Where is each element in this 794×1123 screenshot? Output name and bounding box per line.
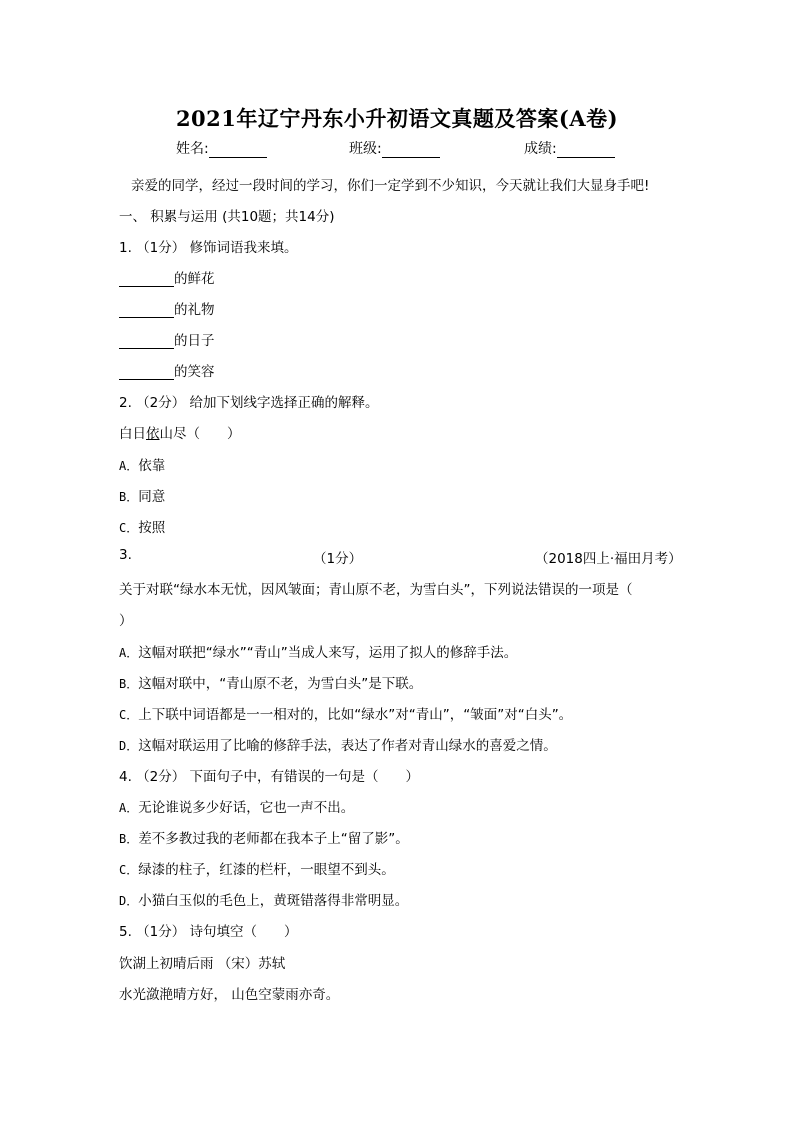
- question-2-option-b: [119, 485, 165, 505]
- option-letter: C．: [119, 863, 139, 877]
- option-letter: C．: [119, 521, 139, 535]
- option-letter: D．: [119, 894, 139, 908]
- question-3-option-d: [119, 734, 557, 754]
- option-text: 同意: [138, 489, 166, 505]
- fill-blank: [119, 272, 174, 287]
- name-blank: [209, 143, 267, 158]
- fill-blank: [119, 334, 174, 349]
- question-4-header: 4. （2分） 下面句子中，有错误的一句是（ ）: [119, 769, 420, 785]
- poem-title: 饮湖上初晴后雨 （宋）苏轼: [119, 956, 286, 972]
- option-text: 这幅对联把“绿水”“青山”当成人来写，运用了拟人的修辞手法。: [138, 645, 518, 661]
- stem-text: 白日: [119, 426, 146, 442]
- blank-suffix: 的鲜花: [174, 271, 215, 287]
- score-field: [524, 138, 615, 158]
- class-blank: [382, 143, 440, 158]
- blank-suffix: 的日子: [174, 333, 215, 349]
- document-title: 2021年辽宁丹东小升初语文真题及答案(A卷): [175, 106, 619, 131]
- question-1-header: 1. （1分） 修饰词语我来填。: [119, 240, 298, 256]
- name-field: [176, 138, 267, 158]
- option-letter: D．: [119, 739, 139, 753]
- option-letter: B．: [119, 677, 139, 691]
- option-letter: A．: [119, 646, 139, 660]
- option-letter: A．: [119, 801, 139, 815]
- question-3-option-c: [119, 703, 572, 723]
- question-2-option-c: [119, 516, 165, 536]
- option-text: 无论谁说多少好话，它也一声不出。: [138, 800, 355, 816]
- question-4-option-c: [119, 858, 395, 878]
- question-2-header: 2. （2分） 给加下划线字选择正确的解释。: [119, 395, 379, 411]
- score-blank: [557, 143, 615, 158]
- option-letter: B．: [119, 490, 139, 504]
- question-2-option-a: [119, 454, 165, 474]
- fill-blank: [119, 303, 174, 318]
- option-text: 这幅对联中，“青山原不老，为雪白头”是下联。: [138, 676, 423, 692]
- question-3-stem-cont: ）: [119, 613, 133, 629]
- intro-text: 亲爱的同学，经过一段时间的学习，你们一定学到不少知识，今天就让我们大显身手吧!: [131, 178, 650, 194]
- option-letter: A．: [119, 459, 139, 473]
- question-3-source: （2018四上·福田月考）: [535, 551, 682, 567]
- question-2-stem: [119, 422, 241, 442]
- option-text: 上下联中词语都是一一相对的，比如“绿水”对“青山”，“皱面”对“白头”。: [138, 707, 573, 723]
- question-4-option-a: [119, 796, 354, 816]
- underlined-char: 依: [146, 426, 160, 442]
- fill-blank: [119, 365, 174, 380]
- question-4-option-b: [119, 827, 409, 847]
- question-1-blank-2: [119, 298, 215, 318]
- option-text: 按照: [138, 520, 166, 536]
- option-text: 差不多教过我的老师都在我本子上“留了影”。: [138, 831, 409, 847]
- option-letter: B．: [119, 832, 139, 846]
- question-5-header: 5. （1分） 诗句填空（ ）: [119, 924, 298, 940]
- question-3-number: 3.: [119, 547, 132, 563]
- question-4-option-d: [119, 889, 408, 909]
- option-text: 这幅对联运用了比喻的修辞手法，表达了作者对青山绿水的喜爱之情。: [138, 738, 557, 754]
- stem-text: 山尽（ ）: [159, 426, 241, 442]
- name-label: 姓名:: [176, 141, 209, 157]
- question-3-option-a: [119, 641, 517, 661]
- question-1-blank-1: [119, 267, 215, 287]
- blank-suffix: 的笑容: [174, 364, 215, 380]
- question-1-blank-4: [119, 360, 215, 380]
- section-heading: 一、 积累与运用 (共10题；共14分): [119, 209, 335, 225]
- option-text: 依靠: [138, 458, 166, 474]
- question-3-score: （1分）: [313, 551, 363, 567]
- question-3-stem: 关于对联“绿水本无忧，因风皱面；青山原不老，为雪白头”，下列说法错误的一项是（: [119, 582, 633, 598]
- class-label: 班级:: [349, 141, 382, 157]
- question-1-blank-3: [119, 329, 215, 349]
- poem-line-1: 水光潋滟晴方好， 山色空蒙雨亦奇。: [119, 987, 340, 1003]
- option-text: 小猫白玉似的毛色上，黄斑错落得非常明显。: [138, 893, 409, 909]
- question-3-option-b: [119, 672, 422, 692]
- class-field: [349, 138, 440, 158]
- score-label: 成绩:: [524, 141, 557, 157]
- option-text: 绿漆的柱子，红漆的栏杆，一眼望不到头。: [138, 862, 395, 878]
- option-letter: C．: [119, 708, 139, 722]
- blank-suffix: 的礼物: [174, 302, 215, 318]
